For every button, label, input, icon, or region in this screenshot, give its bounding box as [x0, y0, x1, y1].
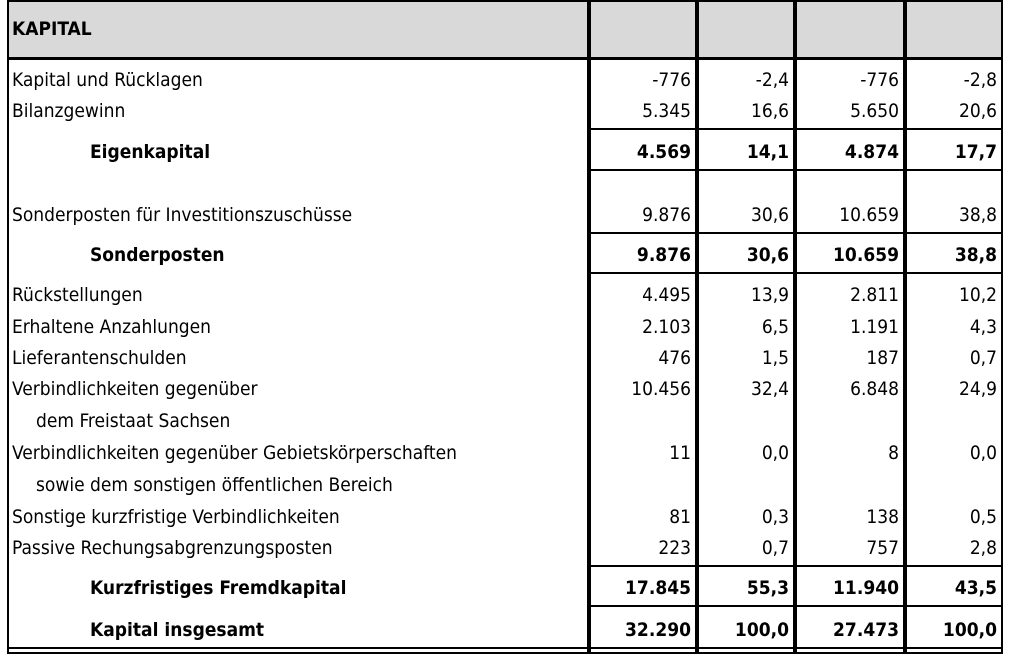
cell-value: 8	[888, 442, 899, 464]
cell-value: 0,5	[969, 506, 997, 528]
cell-value: 32,4	[750, 378, 789, 400]
cell-value: 9.876	[642, 204, 691, 226]
total-value: 100,0	[942, 619, 997, 641]
cell-value: 0,7	[761, 537, 789, 559]
cell-value: 20,6	[958, 100, 997, 122]
table-title: KAPITAL	[12, 18, 92, 40]
header-cell-col2	[699, 2, 793, 57]
cell-value: 10,2	[958, 284, 997, 306]
cell-value: 0,7	[969, 347, 997, 369]
subtotal-value: 11.940	[833, 577, 899, 599]
total-label: Kapital insgesamt	[90, 619, 265, 641]
cell-value: 10.456	[631, 378, 691, 400]
cell-value: 6.848	[850, 378, 899, 400]
subtotal-value: 4.569	[636, 141, 691, 163]
cell-value: 4.495	[642, 284, 691, 306]
cell-value: 138	[866, 506, 899, 528]
cell-value: -776	[860, 69, 899, 91]
cell-value: 5.345	[642, 100, 691, 122]
row-label: Kapital und Rücklagen	[12, 69, 203, 91]
cell-value: 757	[866, 537, 899, 559]
row-label: Sonstige kurzfristige Verbindlichkeiten	[12, 506, 340, 528]
subtotal-value: 38,8	[954, 244, 997, 266]
cell-value: 2.811	[850, 284, 899, 306]
cell-value: 0,0	[761, 442, 789, 464]
bottom-border	[7, 647, 1003, 649]
rule-below-fremdkapital	[587, 605, 1003, 607]
cell-value: 0,3	[761, 506, 789, 528]
cell-value: 223	[658, 537, 691, 559]
bottom-border-double	[7, 652, 1003, 654]
cell-value: -2,8	[963, 69, 997, 91]
subtotal-value: 43,5	[954, 577, 997, 599]
right-border	[1001, 0, 1003, 654]
rule-above-sonderposten	[587, 232, 1003, 234]
subtotal-label: Sonderposten	[90, 244, 225, 266]
cell-value: 16,6	[750, 100, 789, 122]
total-value: 27.473	[833, 619, 899, 641]
subtotal-value: 9.876	[636, 244, 691, 266]
row-label: Verbindlichkeiten gegenüber Gebietskörperschaften	[12, 442, 457, 464]
cell-value: 6,5	[761, 316, 789, 338]
cell-value: 5.650	[850, 100, 899, 122]
subtotal-value: 17,7	[954, 141, 997, 163]
cell-value: 1.191	[850, 316, 899, 338]
subtotal-value: 17.845	[625, 577, 691, 599]
header-bottom-border	[7, 57, 1003, 60]
header-cell-col3	[797, 2, 903, 57]
row-label: Lieferantenschulden	[12, 347, 187, 369]
cell-value: 10.659	[839, 204, 899, 226]
cell-value: 476	[658, 347, 691, 369]
header-cell-col1	[591, 2, 695, 57]
cell-value: -2,4	[755, 69, 789, 91]
header-cell-col4	[907, 2, 1001, 57]
cell-value: 30,6	[750, 204, 789, 226]
row-label: Sonderposten für Investitionszuschüsse	[12, 204, 353, 226]
rule-below-eigenkapital	[587, 169, 1003, 171]
rule-above-eigenkapital	[587, 128, 1003, 130]
top-border	[7, 0, 1003, 2]
rule-above-fremdkapital	[587, 565, 1003, 567]
row-label: Passive Rechungsabgrenzungsposten	[12, 537, 333, 559]
cell-value: -776	[652, 69, 691, 91]
cell-value: 0,0	[969, 442, 997, 464]
row-label-continuation: sowie dem sonstigen öffentlichen Bereich	[36, 474, 393, 496]
row-label: Rückstellungen	[12, 284, 143, 306]
subtotal-value: 55,3	[746, 577, 789, 599]
subtotal-value: 4.874	[844, 141, 899, 163]
cell-value: 4,3	[969, 316, 997, 338]
subtotal-value: 30,6	[746, 244, 789, 266]
cell-value: 2.103	[642, 316, 691, 338]
row-label: Verbindlichkeiten gegenüber	[12, 378, 258, 400]
cell-value: 11	[669, 442, 691, 464]
cell-value: 81	[669, 506, 691, 528]
subtotal-label: Kurzfristiges Fremdkapital	[90, 577, 347, 599]
total-value: 32.290	[625, 619, 691, 641]
cell-value: 2,8	[969, 537, 997, 559]
left-border	[7, 0, 9, 654]
cell-value: 1,5	[761, 347, 789, 369]
rule-below-sonderposten	[587, 272, 1003, 274]
subtotal-label: Eigenkapital	[90, 141, 211, 163]
cell-value: 24,9	[958, 378, 997, 400]
row-label: Bilanzgewinn	[12, 100, 126, 122]
subtotal-value: 10.659	[833, 244, 899, 266]
cell-value: 187	[866, 347, 899, 369]
row-label-continuation: dem Freistaat Sachsen	[36, 410, 231, 432]
subtotal-value: 14,1	[746, 141, 789, 163]
total-value: 100,0	[734, 619, 789, 641]
header-cell-label	[9, 2, 587, 57]
cell-value: 13,9	[750, 284, 789, 306]
row-label: Erhaltene Anzahlungen	[12, 316, 211, 338]
cell-value: 38,8	[958, 204, 997, 226]
